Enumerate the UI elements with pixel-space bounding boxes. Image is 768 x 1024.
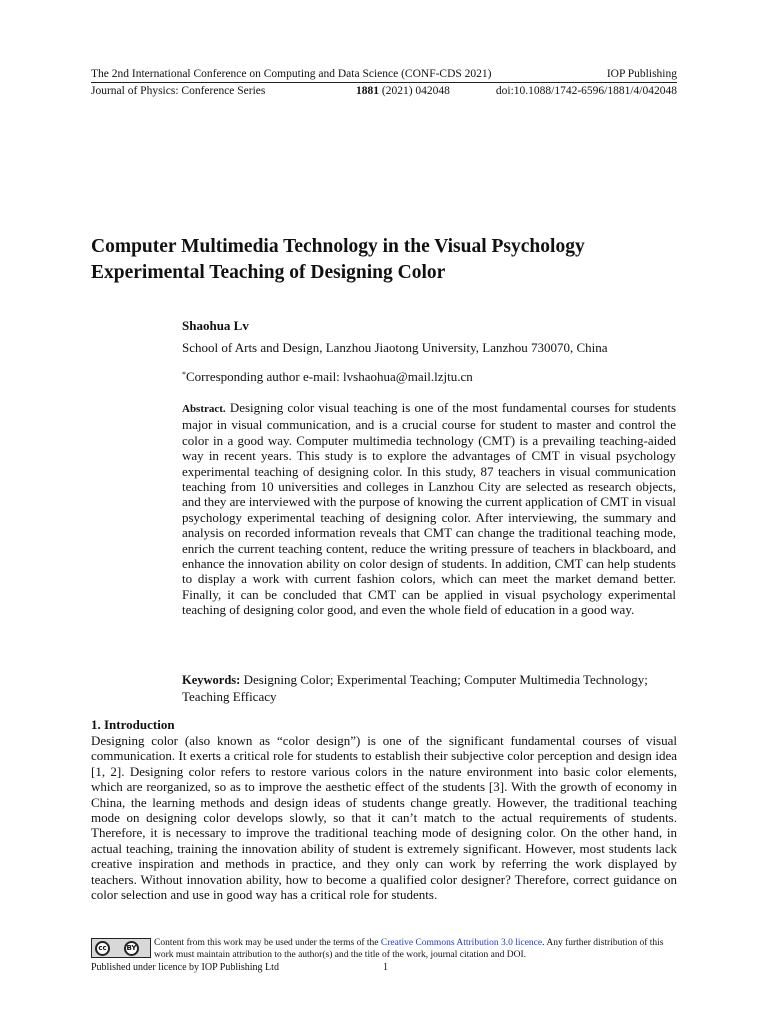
page-number: 1 [383, 962, 388, 973]
keywords-label: Keywords: [182, 673, 241, 687]
paper-affiliation: School of Arts and Design, Lanzhou Jiaotong University, Lanzhou 730070, China [182, 340, 608, 355]
corresponding-mark: * [182, 370, 186, 379]
published-under: Published under licence by IOP Publishing Ltd [91, 962, 279, 973]
header-volume: 1881 [356, 85, 379, 97]
license-link[interactable]: Creative Commons Attribution 3.0 licence [380, 938, 543, 948]
header-publisher: IOP Publishing [606, 68, 677, 80]
keywords-text: Designing Color; Experimental Teaching; Computer Multimedia Technology; Teaching Efficacy [182, 672, 648, 704]
header-year-article: (2021) 042048 [381, 85, 450, 97]
section-heading: 1. Introduction [91, 717, 175, 732]
license-text-after: . Any further distribution of this work must maintain attribution to the author(s) and the title of the work, journal citation and DOI. [154, 938, 664, 960]
license-notice [154, 937, 678, 961]
license-text-before: Content from this work may be used under the terms of the [154, 938, 379, 948]
keywords [182, 672, 652, 704]
corresponding-author [182, 369, 473, 385]
header-journal: Journal of Physics: Conference Series [91, 85, 266, 97]
corresponding-email: Corresponding author e-mail: lvshaohua@mail.lzjtu.cn [186, 369, 473, 384]
abstract-text: Designing color visual teaching is one of the most fundamental courses for students major in visual communication, and is a crucial course for student to master and control the color in a good way. Computer multimedia technology (CMT) is a prevailing teaching-aided way in recent years. This study is to explore the advantages of CMT in visual psychology experimental teaching of designing color. In this study, 87 teachers in visual communication teaching from 10 universities and colleges in Lanzhou City are selected as research objects, and they are interviewed with the purpose of knowing the current application of CMT in visual psychology experimental teaching of designing color. After interviewing, the summary and analysis on recorded information reveals that CMT can change the traditional teaching mode, enrich the current teaching content, reduce the writing pressure of teachers in blackboard, and enhance the innovation ability on color design of students. In addition, CMT can help students to display a work with current fashion colors, which can meet the market demand better. Finally, it can be concluded that CMT can be applied in visual psychology experimental teaching of designing color good, and even the whole field of education in a good way. [182, 400, 677, 618]
paper-title: Computer Multimedia Technology in the Visual Psychology Experimental Teaching of Designing Color [91, 236, 585, 283]
header-conference: The 2nd International Conference on Computing and Data Science (CONF-CDS 2021) [91, 68, 492, 80]
by-icon: BY [124, 941, 139, 956]
cc-icon: cc [95, 941, 110, 956]
paper-author: Shaohua Lv [182, 318, 249, 333]
header-rule [91, 82, 677, 83]
cc-by-logo [91, 938, 151, 958]
header-citation [356, 84, 450, 98]
abstract [182, 400, 676, 618]
header-doi: doi:10.1088/1742-6596/1881/4/042048 [495, 85, 677, 97]
intro-paragraph: Designing color (also known as “color design”) is one of the significant fundamental courses of visual communication. It exerts a critical role for students to establish their subjective color perception and design idea [1, 2]. Designing color refers to restore various colors in the nature environment into basic color elements, which are reorganized, so as to improve the aesthetic effect of the students [3]. With the growth of economy in China, the learning methods and design ideas of students change greatly. However, the traditional teaching mode on designing color develops slowly, so that it can’t match to the actual requirements of students. Therefore, it is necessary to improve the traditional teaching mode of designing color. On the other hand, in actual teaching, training the innovation ability of student is extremely significant. However, most students lack creative inspiration and methods in practice, and they only can work by referring the work displayed by teachers. Without innovation ability, how to become a qualified color designer? Therefore, correct guidance on color selection and use in good way has a critical role for students. [91, 733, 677, 903]
abstract-label: Abstract. [182, 403, 226, 415]
